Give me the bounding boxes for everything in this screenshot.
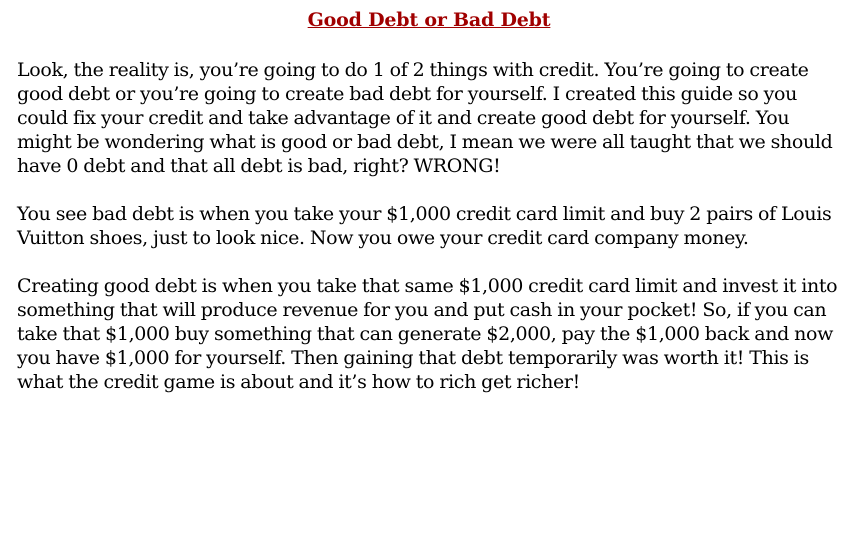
paragraph-good-debt: Creating good debt is when you take that same $1,000 credit card limit and invest it into something that will produce revenue for you and put cash in your pocket! So, if you can take that $1,000 buy something that can generate $2,000, pay the $1,000 back and now you have $1,000 for yourself. Then gaining that debt temporarily was worth it! This is what the credit game is about and it’s how to rich get richer! [17,275,838,393]
paragraph-bad-debt: You see bad debt is when you take your $1,000 credit card limit and buy 2 pairs of Louis Vuitton shoes, just to look nice. Now you owe your credit card company money. [17,203,832,249]
document-title: Good Debt or Bad Debt [307,9,551,31]
paragraph-intro: Look, the reality is, you’re going to do 1 of 2 things with credit. You’re going to create good debt or you’re going to create bad debt for yourself. I created this guide so you could fix your credit and take advantage of it and create good debt for yourself. You might be wondering what is good or bad debt, I mean we were all taught that we should have 0 debt and that all debt is bad, right? WRONG! [17,59,833,177]
